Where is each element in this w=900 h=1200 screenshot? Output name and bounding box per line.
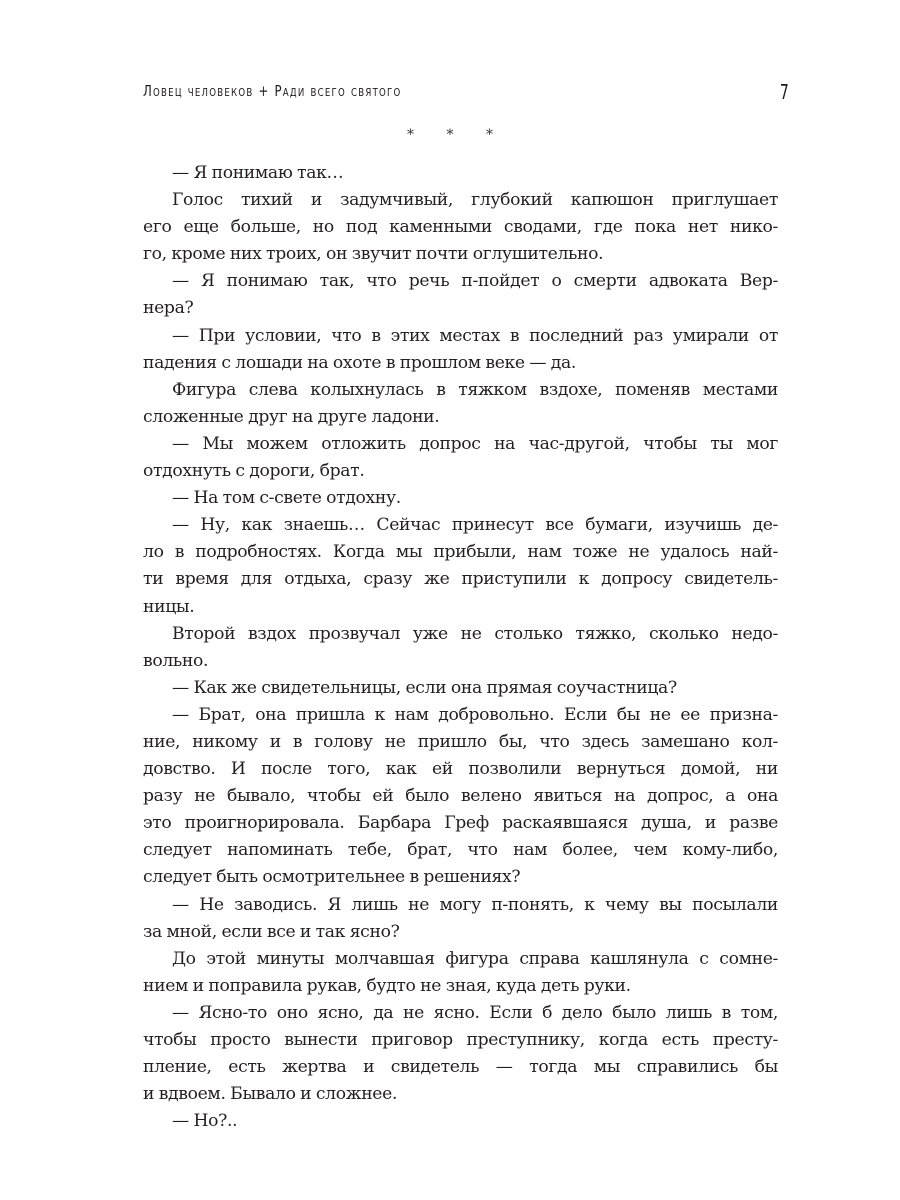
paragraph	[143, 702, 778, 892]
paragraph	[143, 621, 778, 675]
text-line: его еще больше, но под каменными сводами, где пока нет нико-	[143, 217, 778, 238]
text-line: — Как же свидетельницы, если она прямая соучастница?	[172, 677, 677, 698]
text-line: падения с лошади на охоте в прошлом веке — да.	[143, 352, 577, 373]
body-text	[143, 160, 778, 1135]
text-line: сложенные друг на друге ладони.	[143, 406, 440, 427]
text-line: го, кроме них троих, он звучит почти оглушительно.	[143, 244, 604, 265]
text-line: следует напоминать тебе, брат, что нам более, чем кому-либо,	[143, 840, 778, 861]
text-line: До этой минуты молчавшая фигура справа кашлянула с сомне-	[172, 948, 778, 969]
text-line: Голос тихий и задумчивый, глубокий капюшон приглушает	[172, 190, 778, 211]
text-line: пление, есть жертва и свидетель — тогда мы справились бы	[143, 1057, 778, 1078]
paragraph	[143, 187, 778, 268]
text-line: ло в подробностях. Когда мы прибыли, нам тоже не удалось най-	[143, 542, 778, 563]
paragraph	[143, 1108, 778, 1135]
running-title: Ловец человеков + Ради всего святого	[143, 82, 402, 100]
paragraph	[143, 1000, 778, 1108]
paragraph	[143, 160, 778, 187]
text-line: довство. И после того, как ей позволили вернуться домой, ни	[143, 759, 778, 780]
text-line: следует быть осмотрительнее в решениях?	[143, 867, 521, 888]
text-line: разу не бывало, чтобы ей было велено явиться на допрос, а она	[143, 786, 778, 807]
text-line: — Я понимаю так, что речь п-пойдет о смерти адвоката Вер-	[172, 271, 778, 292]
paragraph	[143, 892, 778, 946]
text-line: — Мы можем отложить допрос на час-другой, чтобы ты мог	[172, 433, 778, 454]
text-line: — Брат, она пришла к нам добровольно. Если бы не ее призна-	[172, 704, 778, 725]
page-number: 7	[780, 80, 789, 104]
text-line: — Не заводись. Я лишь не могу п-понять, к чему вы посылали	[172, 894, 778, 915]
paragraph	[143, 946, 778, 1000]
text-line: — Ясно-то оно ясно, да не ясно. Если б дело было лишь в том,	[172, 1002, 778, 1023]
paragraph	[143, 377, 778, 431]
text-line: ницы.	[143, 596, 195, 617]
text-line: Второй вздох прозвучал уже не столько тяжко, сколько недо-	[172, 623, 778, 644]
text-line: Фигура слева колыхнулась в тяжком вздохе, поменяв местами	[172, 379, 778, 400]
paragraph	[143, 512, 778, 620]
text-line: — Ну, как знаешь… Сейчас принесут все бумаги, изучишь де-	[172, 515, 778, 536]
paragraph	[143, 431, 778, 485]
text-line: ние, никому и в голову не пришло бы, что здесь замешано кол-	[143, 731, 778, 752]
section-break-asterisks: * * *	[407, 127, 507, 143]
text-line: это проигнорировала. Барбара Греф раскаявшаяся душа, и разве	[143, 813, 778, 834]
text-line: отдохнуть с дороги, брат.	[143, 461, 365, 482]
paragraph	[143, 675, 778, 702]
text-line: нера?	[143, 298, 194, 319]
text-line: — При условии, что в этих местах в последний раз умирали от	[172, 325, 778, 346]
text-line: чтобы просто вынести приговор преступнику, когда есть престу-	[143, 1030, 778, 1050]
paragraph	[143, 268, 778, 322]
text-line: вольно.	[143, 650, 209, 671]
text-line: за мной, если все и так ясно?	[143, 921, 400, 942]
running-head	[143, 80, 789, 110]
text-line: — Я понимаю так…	[172, 163, 344, 183]
text-line: ти время для отдыха, сразу же приступили к допросу свидетель-	[143, 569, 778, 590]
text-line: нием и поправила рукав, будто не зная, куда деть руки.	[143, 975, 631, 996]
text-line: — На том с-свете отдохну.	[172, 488, 401, 509]
paragraph	[143, 485, 778, 512]
text-line: и вдвоем. Бывало и сложнее.	[143, 1084, 398, 1105]
text-line: — Но?..	[172, 1111, 238, 1132]
paragraph	[143, 323, 778, 377]
